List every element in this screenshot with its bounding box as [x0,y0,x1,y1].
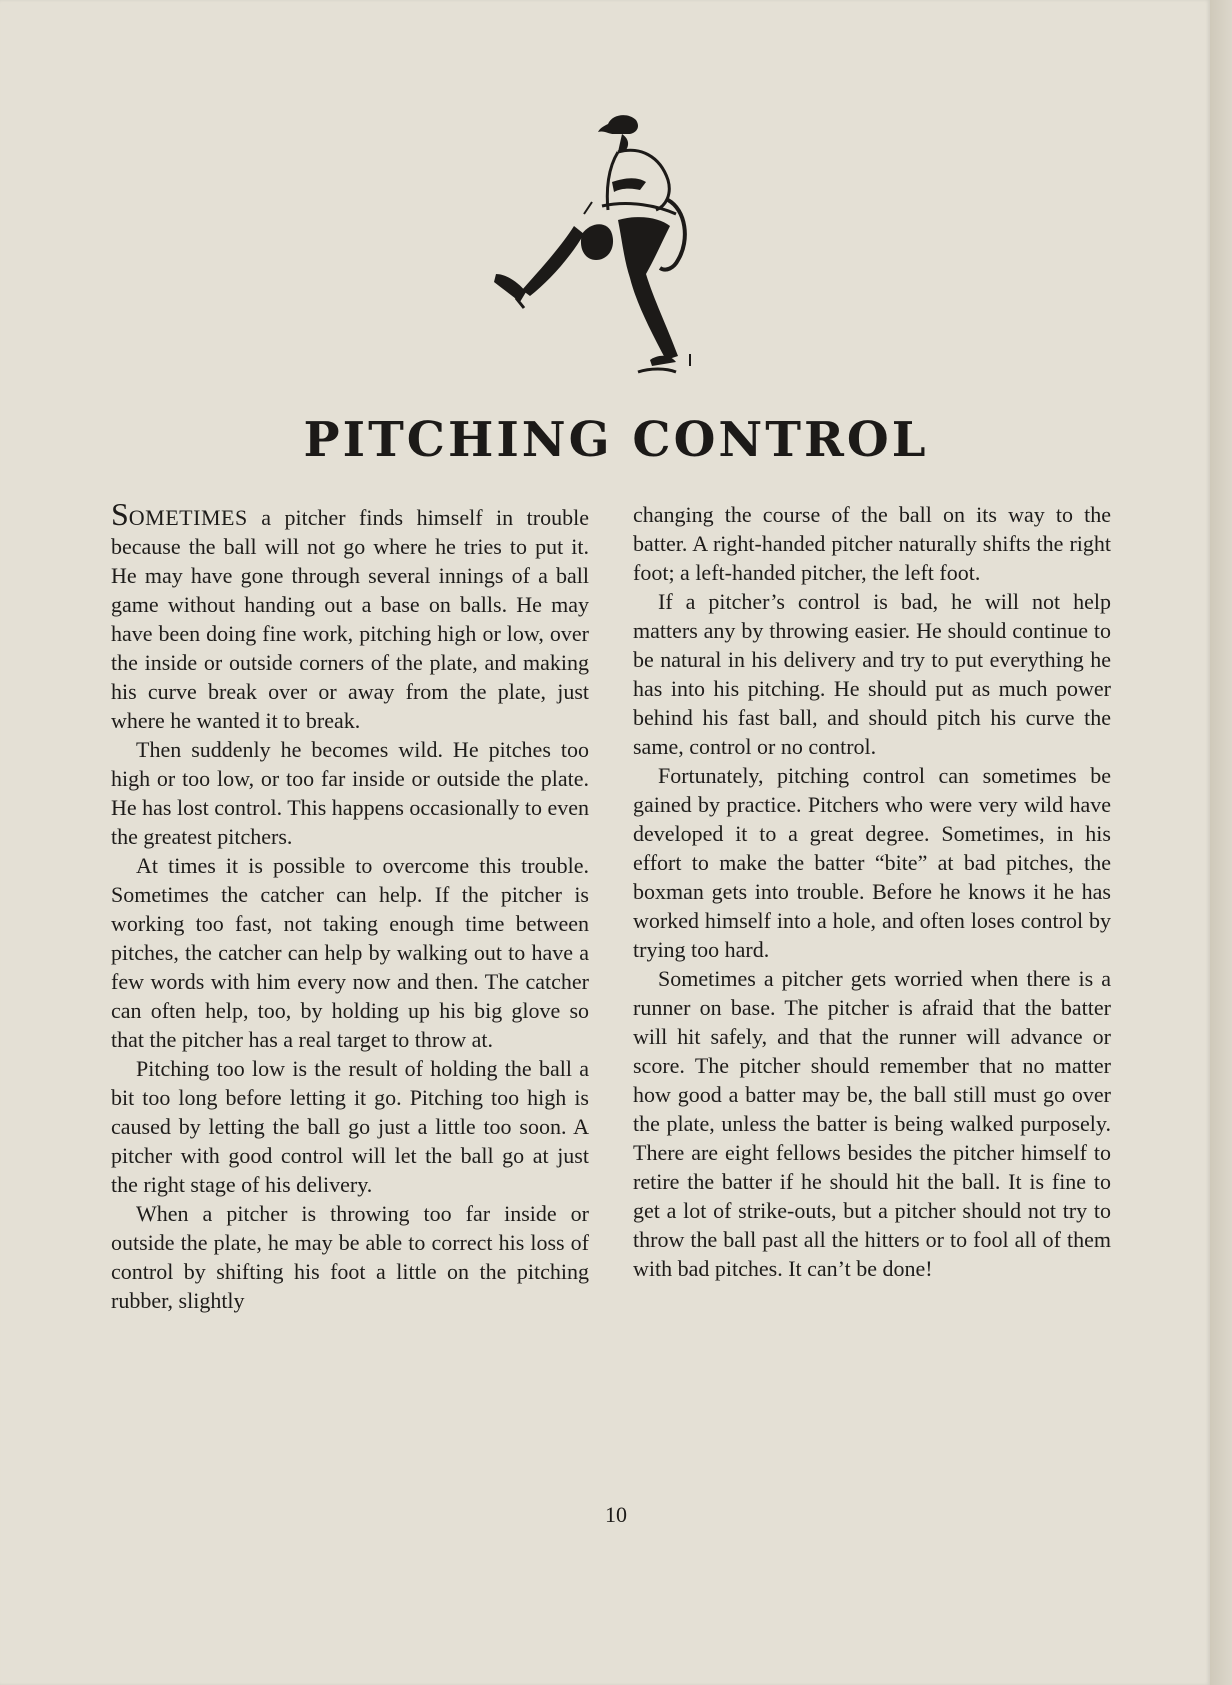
paragraph: When a pitcher is throwing too far inside or outside the plate, he may be able to correct his loss of control by shifting his foot a little on the pitching rubber, slightly [111,1201,589,1313]
pitcher-arm [612,178,646,192]
ground-marks [638,369,676,372]
paragraph: Then suddenly he becomes wild. He pitches too high or too low, or too far inside or outside the plate. He has lost control. This happens occasionally to even the greatest pitchers. [111,737,589,849]
page-title: PITCHING CONTROL [303,412,929,468]
right-column [633,500,1111,1500]
pitcher-glove [581,224,613,260]
continued-paragraph: changing the course of the ball on its way to the batter. A right-handed pitcher naturally shifts the right foot; a left-handed pitcher, the left foot. [633,502,1111,585]
pitcher-plant-leg [618,217,678,360]
lead-text: a pitcher finds himself in trouble because the ball will not go where he tries to put it. He may have gone through several innings of a ball game without handing out a base on balls. He may have been doing fine work, pitching high or low, over the inside or outside corners of the plate, and making his curve break over or away from the plate, just where he wanted it to break. [111,505,589,733]
left-column [111,496,589,1500]
paragraph: Fortunately, pitching control can sometimes be gained by practice. Pitchers who were very wild have developed it to a great degree. Sometimes, in his effort to make the batter “bite” at bad pitches, the boxman gets into trouble. Before he knows it he has worked himself into a hole, and often loses control by trying too hard. [633,763,1111,962]
pitcher-shoe [494,274,526,302]
paragraph: Sometimes a pitcher gets worried when there is a runner on base. The pitcher is afraid that the batter will hit safely, and that the runner will advance or score. The pitcher should remember that no matter how good a batter may be, the ball still must go over the plate, unless the batter is being walked purposely. There are eight fellows besides the pitcher himself to retire the batter if he should hit the ball. It is fine to get a lot of strike-outs, but a pitcher should not try to throw the ball past all the hitters or to fool all of them with bad pitches. It can’t be done! [633,966,1111,1281]
paragraph: Pitching too low is the result of holding the ball a bit too long before letting it go. Pitching too high is caused by letting the ball go just a little too soon. A pitcher with good control will let the ball go at just the right stage of his delivery. [111,1056,589,1197]
lead-capital: S [111,496,129,532]
pitcher-cap [598,115,638,134]
paragraph: At times it is possible to overcome this trouble. Sometimes the catcher can help. If the pitcher is working too fast, not taking enough time between pitches, the catcher can help by walking out to have a few words with him every now and then. The catcher can often help, too, by holding up his big glove so that the pitcher has a real target to throw at. [111,853,589,1052]
pitcher-kick-leg [522,226,584,296]
page-edge [1210,0,1232,1685]
article-columns [111,496,1111,1500]
lead-smallcaps: OMETIMES [128,505,248,530]
page-number: 10 [605,1502,627,1527]
lead-paragraph [111,496,589,735]
pitcher-illustration [490,110,730,400]
paragraph: If a pitcher’s control is bad, he will not help matters any by throwing easier. He should continue to be natural in his delivery and try to put everything he has into his pitching. He should put as much power behind his fast ball, and should pitch his curve the same, control or no control. [633,589,1111,759]
